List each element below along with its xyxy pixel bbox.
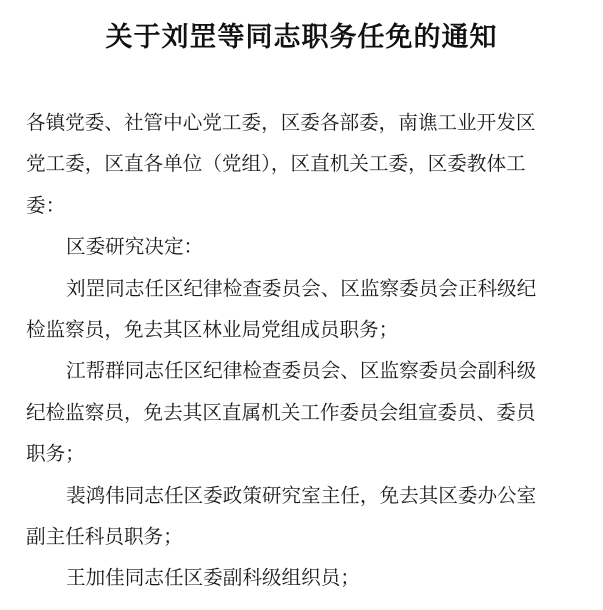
appointment-wangjiajia-line-1: 王加佳同志任区委副科级组织员； — [66, 566, 360, 590]
document-body — [26, 102, 586, 599]
appointment-liugang-line-1: 刘罡同志任区纪律检查委员会、区监察委员会正科级纪 — [66, 276, 537, 300]
appointment-jiangbangqun-line-1: 江帮群同志任区纪律检查委员会、区监察委员会副科级 — [66, 359, 537, 383]
document-title: 关于刘罡等同志职务任免的通知 — [105, 22, 498, 53]
decision-intro: 区委研究决定： — [66, 235, 204, 259]
appointment-jiangbangqun-line-3: 职务； — [26, 442, 85, 466]
addressee-line-3: 委： — [26, 193, 66, 217]
appointment-peihongwei-line-1: 裴鸿伟同志任区委政策研究室主任，免去其区委办公室 — [66, 483, 537, 507]
addressee-line-2: 党工委，区直各单位（党组），区直机关工委，区委教体工 — [26, 152, 526, 176]
appointment-jiangbangqun-line-2: 纪检监察员，免去其区直属机关工作委员会组宣委员、委员 — [26, 400, 536, 424]
appointment-peihongwei-line-2: 副主任科员职务； — [26, 524, 183, 548]
addressee-line-1: 各镇党委、社管中心党工委，区委各部委，南谯工业开发区 — [26, 111, 536, 134]
appointment-liugang-line-2: 检监察员，免去其区林业局党组成员职务； — [26, 317, 399, 341]
